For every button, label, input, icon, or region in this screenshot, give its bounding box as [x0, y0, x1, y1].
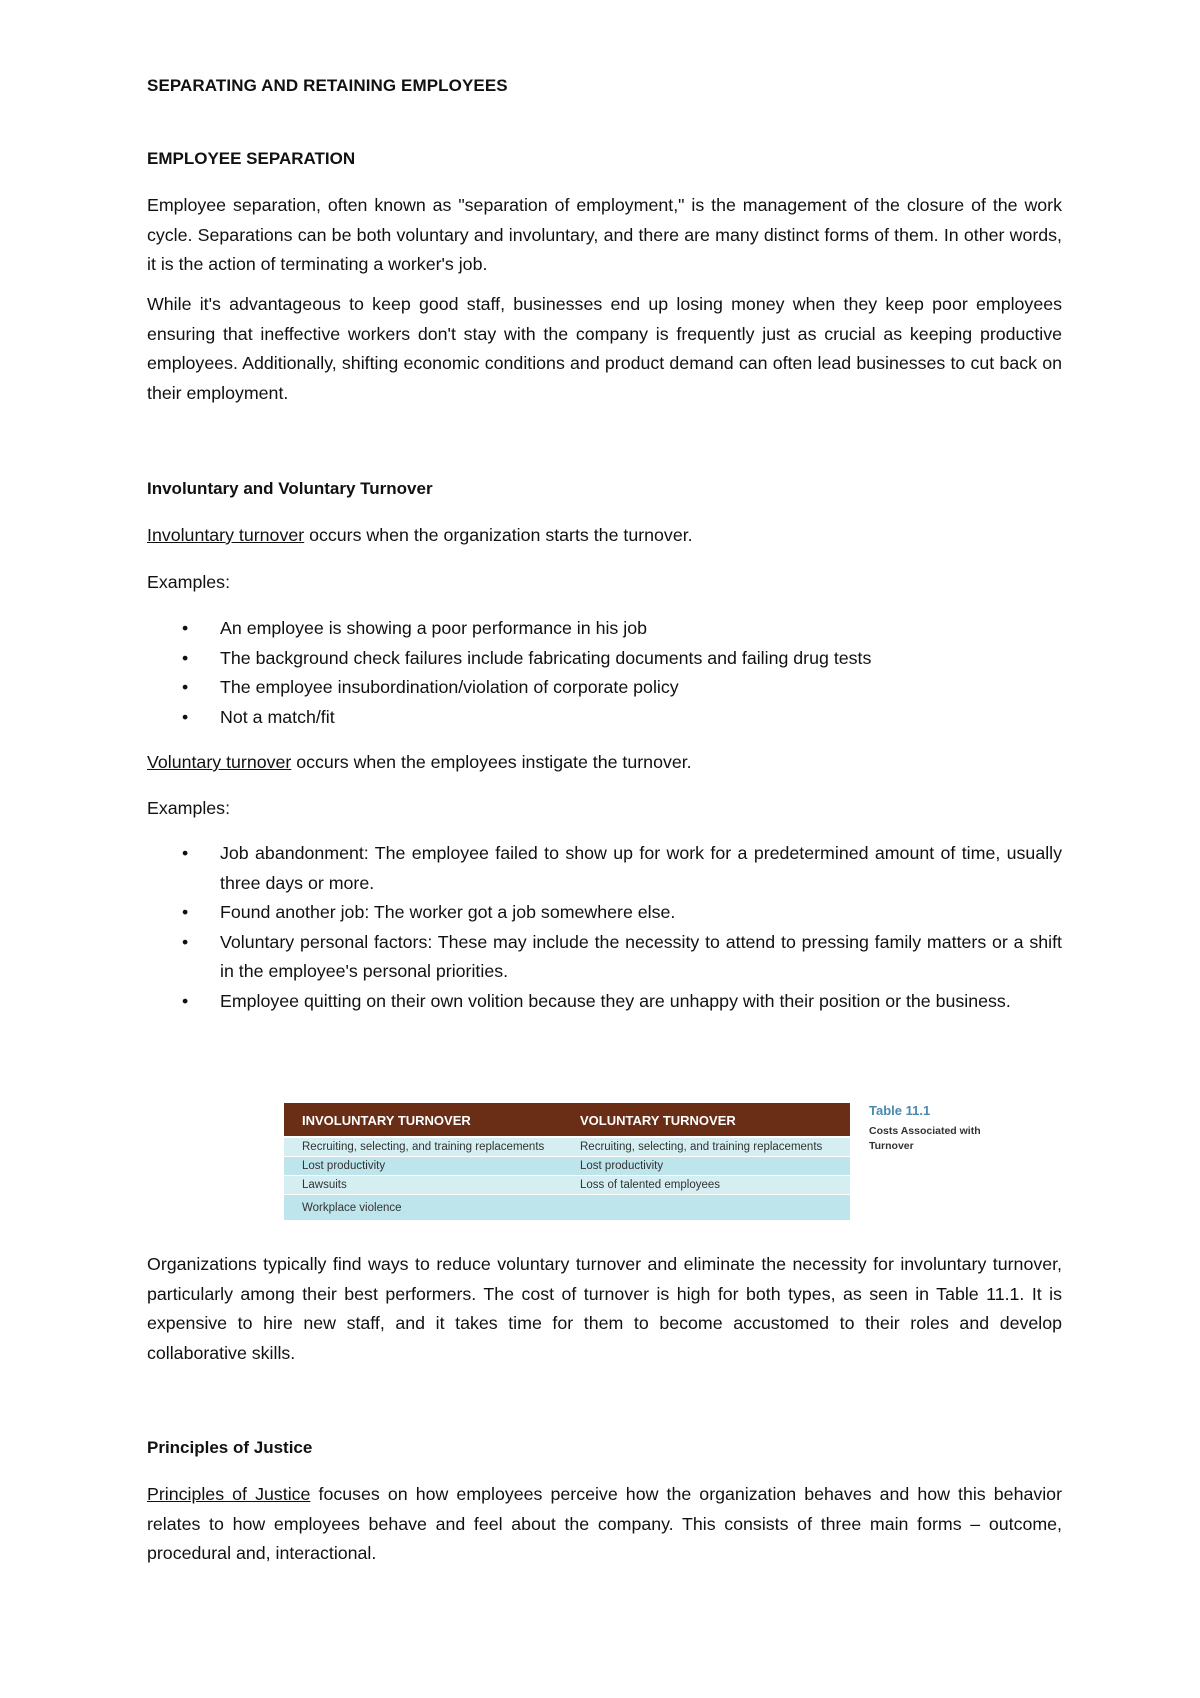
- turnover-cost-figure: [284, 1103, 981, 1221]
- justice-text: focuses on how employees perceive how the organization behaves and how this behavior relates to how employees behave and feel about the company. This consists of three main forms – outcome, procedural and, interactional.: [147, 1484, 1062, 1563]
- involuntary-examples-list: [147, 614, 1062, 732]
- bullet-icon: •: [182, 990, 189, 1011]
- table-caption-text: Costs Associated with Turnover: [869, 1125, 981, 1152]
- turnover-cost-table: [284, 1103, 850, 1220]
- section-heading-justice: Principles of Justice: [147, 1438, 313, 1457]
- list-item: • The employee insubordination/violation of corporate policy: [147, 673, 1062, 703]
- table-cell: Workplace violence: [284, 1195, 562, 1221]
- table-cell: Lost productivity: [562, 1157, 850, 1176]
- table-cell: Recruiting, selecting, and training replacements: [284, 1137, 562, 1157]
- document-title: SEPARATING AND RETAINING EMPLOYEES: [147, 76, 508, 95]
- paragraph-justice: [147, 1480, 1062, 1569]
- involuntary-turnover-term: Involuntary turnover: [147, 525, 305, 545]
- table-row: [284, 1157, 850, 1176]
- bullet-icon: •: [182, 647, 189, 668]
- table-caption-number: Table 11.1: [869, 1103, 931, 1118]
- bullet-icon: •: [182, 931, 189, 952]
- paragraph-turnover-costs: Organizations typically find ways to reduce voluntary turnover and eliminate the necessity for involuntary turnover, particularly among their best performers. The cost of turnover is high for both types, as seen in Table 11.1. It is expensive to hire new staff, and it takes time for them to become accustomed to their roles and develop collaborative skills.: [147, 1254, 1062, 1363]
- table-row: [284, 1195, 850, 1221]
- list-item: • Voluntary personal factors: These may include the necessity to attend to pressing family matters or a shift in the employee's personal priorities.: [147, 928, 1062, 987]
- table-row: [284, 1176, 850, 1195]
- examples-label: Examples:: [147, 572, 231, 592]
- table-cell: Lawsuits: [284, 1176, 562, 1195]
- list-item: • An employee is showing a poor performance in his job: [147, 614, 1062, 644]
- involuntary-turnover-definition: [147, 521, 693, 551]
- bullet-icon: •: [182, 706, 189, 727]
- table-header-involuntary: INVOLUNTARY TURNOVER: [284, 1103, 562, 1137]
- list-item: • Found another job: The worker got a job somewhere else.: [147, 898, 1062, 928]
- justice-term: Principles of Justice: [147, 1484, 311, 1504]
- table-row: [284, 1137, 850, 1157]
- table-header-voluntary: VOLUNTARY TURNOVER: [562, 1103, 850, 1137]
- voluntary-examples-list: [147, 839, 1062, 1016]
- bullet-icon: •: [182, 902, 189, 922]
- bullet-icon: •: [182, 843, 189, 863]
- list-item: • Employee quitting on their own volition because they are unhappy with their position or the business.: [147, 987, 1062, 1017]
- paragraph-separation-definition: Employee separation, often known as "separation of employment," is the management of the closure of the work cycle. Separations can be both voluntary and involuntary, and there are many distinct forms of them. In other words, it is the action of terminating a worker's job.: [147, 195, 1062, 274]
- section-heading-employee-separation: EMPLOYEE SEPARATION: [147, 149, 356, 168]
- voluntary-turnover-text: occurs when the employees instigate the turnover.: [291, 752, 692, 772]
- paragraph-keeping-staff: While it's advantageous to keep good staff, businesses end up losing money when they keep poor employees ensuring that ineffective workers don't stay with the company is frequently just as crucial as keeping productive employees. Additionally, shifting economic conditions and product demand can often lead businesses to cut back on their employment.: [147, 294, 1062, 403]
- table-cell: Lost productivity: [284, 1157, 562, 1176]
- bullet-icon: •: [182, 618, 189, 638]
- table-cell: [562, 1195, 850, 1221]
- voluntary-turnover-definition: [147, 748, 692, 778]
- list-item: • Job abandonment: The employee failed to show up for work for a predetermined amount of time, usually three days or more.: [147, 839, 1062, 898]
- table-cell: Loss of talented employees: [562, 1176, 850, 1195]
- bullet-icon: •: [182, 677, 189, 697]
- voluntary-turnover-term: Voluntary turnover: [147, 752, 292, 772]
- list-item: • The background check failures include fabricating documents and failing drug tests: [147, 644, 1062, 674]
- table-cell: Recruiting, selecting, and training replacements: [562, 1137, 850, 1157]
- list-item: • Not a match/fit: [147, 703, 1062, 733]
- section-heading-turnover: Involuntary and Voluntary Turnover: [147, 479, 433, 498]
- table-caption: [869, 1103, 999, 1154]
- examples-label: Examples:: [147, 798, 231, 818]
- involuntary-turnover-text: occurs when the organization starts the turnover.: [304, 525, 693, 545]
